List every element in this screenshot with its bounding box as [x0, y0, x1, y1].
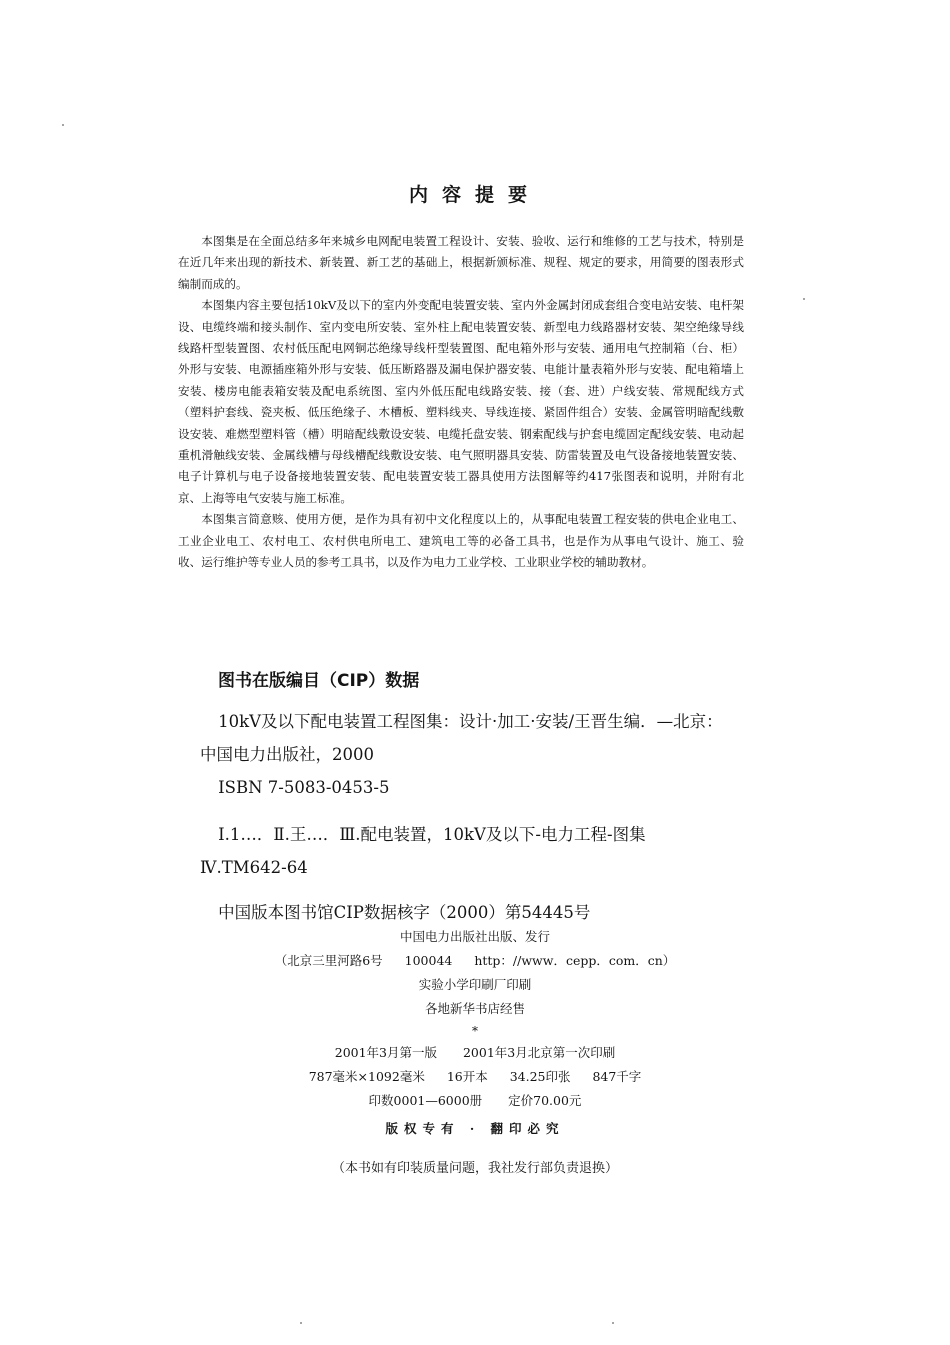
scan-speck	[803, 298, 805, 300]
edition: 2001年3月第一版	[334, 1045, 438, 1060]
summary-paragraph: 本图集言简意赅、使用方便，是作为具有初中文化程度以上的，从事配电装置工程安装的供电企业电工、工业企业电工、农村电工、农村供电所电工、建筑电工等的必备工具书，也是作为从事电气设计、施工、验收、运行维护等专业人员的参考工具书，以及作为电力工业学校、工业职业学校的辅助教材。	[178, 512, 744, 570]
return-notice: （本书如有印装质量问题，我社发行部负责退换）	[331, 1161, 618, 1176]
format-kai: 16开本	[446, 1069, 488, 1084]
summary-title: 内容提要	[408, 184, 541, 206]
separator-star: *	[472, 1024, 478, 1038]
cip-title-line: 10kV及以下配电装置工程图集：设计·加工·安装/王晋生编．—北京：中国电力出版社，2000	[200, 712, 723, 764]
cip-number: 中国版本图书馆CIP数据核字（2000）第54445号	[218, 903, 591, 922]
printing: 2001年3月北京第一次印刷	[462, 1045, 616, 1060]
cip-isbn: ISBN 7-5083-0453-5	[218, 778, 390, 797]
rights-reserved: 版权专有	[385, 1121, 460, 1136]
format-size: 787毫米×1092毫米	[308, 1069, 425, 1084]
summary-paragraph: 本图集内容主要包括10kV及以下的室内外变配电装置安装、室内外金属封闭成套组合变电站安装、电杆架设、电缆终端和接头制作、室内变电所安装、室外柱上配电装置安装、新型电力线路器材安装、架空绝缘导线线路杆型装置图、农村低压配电网铜芯绝缘导线杆型装置图、配电箱外形与安装、通用电气控制箱（台、柜）外形与安装、电源插座箱外形与安装、低压断路器及漏电保护器安装、电能计量表箱外形与安装、配电箱墙上安装、楼房电能表箱安装及配电系统图、室内外低压配电线路安装、接（套、进）户线安装、常规配线方式（塑料护套线、瓷夹板、低压绝缘子、木槽板、塑料线夹、导线连接、紧固件组合）安装、金属管明暗配线敷设安装、难燃型塑料管（槽）明暗配线敷设安装、电缆托盘安装、钢索配线与护套电缆固定配线安装、电动起重机滑触线安装、金属线槽与母线槽配线敷设安装、电气照明器具安装、防雷装置及电气设备接地装置安装、电子计算机与电子设备接地装置安装、配电装置安装工器具使用方法图解等约417张图表和说明，并附有北京、上海等电气安装与施工标准。	[178, 298, 744, 505]
summary-body	[178, 231, 744, 574]
print-run: 印数0001—6000册	[368, 1093, 483, 1108]
scan-speck	[300, 1322, 302, 1324]
print-run-line	[0, 1089, 950, 1113]
sheets: 34.25印张	[509, 1069, 571, 1084]
publisher-postcode: 100044	[404, 953, 453, 968]
scan-speck	[612, 1322, 614, 1324]
distributor: 各地新华书店经售	[424, 1001, 525, 1016]
scan-speck	[62, 124, 64, 126]
publisher-address-line	[0, 949, 950, 973]
no-copy: 翻印必究	[490, 1121, 565, 1136]
cip-classification: Ⅰ.1…．Ⅱ.王…．Ⅲ.配电装置，10kV及以下-电力工程-图集 Ⅳ.TM642-64	[200, 825, 646, 877]
edition-line	[0, 1041, 950, 1065]
publisher-url: http：//www．cepp．com．cn）	[474, 953, 676, 968]
rights-line: 版权专有 · 翻印必究	[385, 1121, 565, 1136]
cip-block	[200, 705, 725, 929]
format-line	[0, 1065, 950, 1089]
cip-heading: 图书在版编目（CIP）数据	[218, 671, 420, 691]
publisher-info	[0, 925, 950, 1181]
publisher-address: （北京三里河路6号	[274, 953, 383, 968]
word-count: 847千字	[592, 1069, 642, 1084]
printer: 实验小学印刷厂印刷	[418, 977, 532, 992]
price: 定价70.00元	[508, 1093, 582, 1108]
summary-paragraph: 本图集是在全面总结多年来城乡电网配电装置工程设计、安装、验收、运行和维修的工艺与技术，特别是在近几年来出现的新技术、新装置、新工艺的基础上，根据新颁标准、规程、规定的要求，用简要的图表形式编制而成的。	[178, 234, 744, 291]
publisher-line: 中国电力出版社出版、发行	[399, 929, 550, 944]
